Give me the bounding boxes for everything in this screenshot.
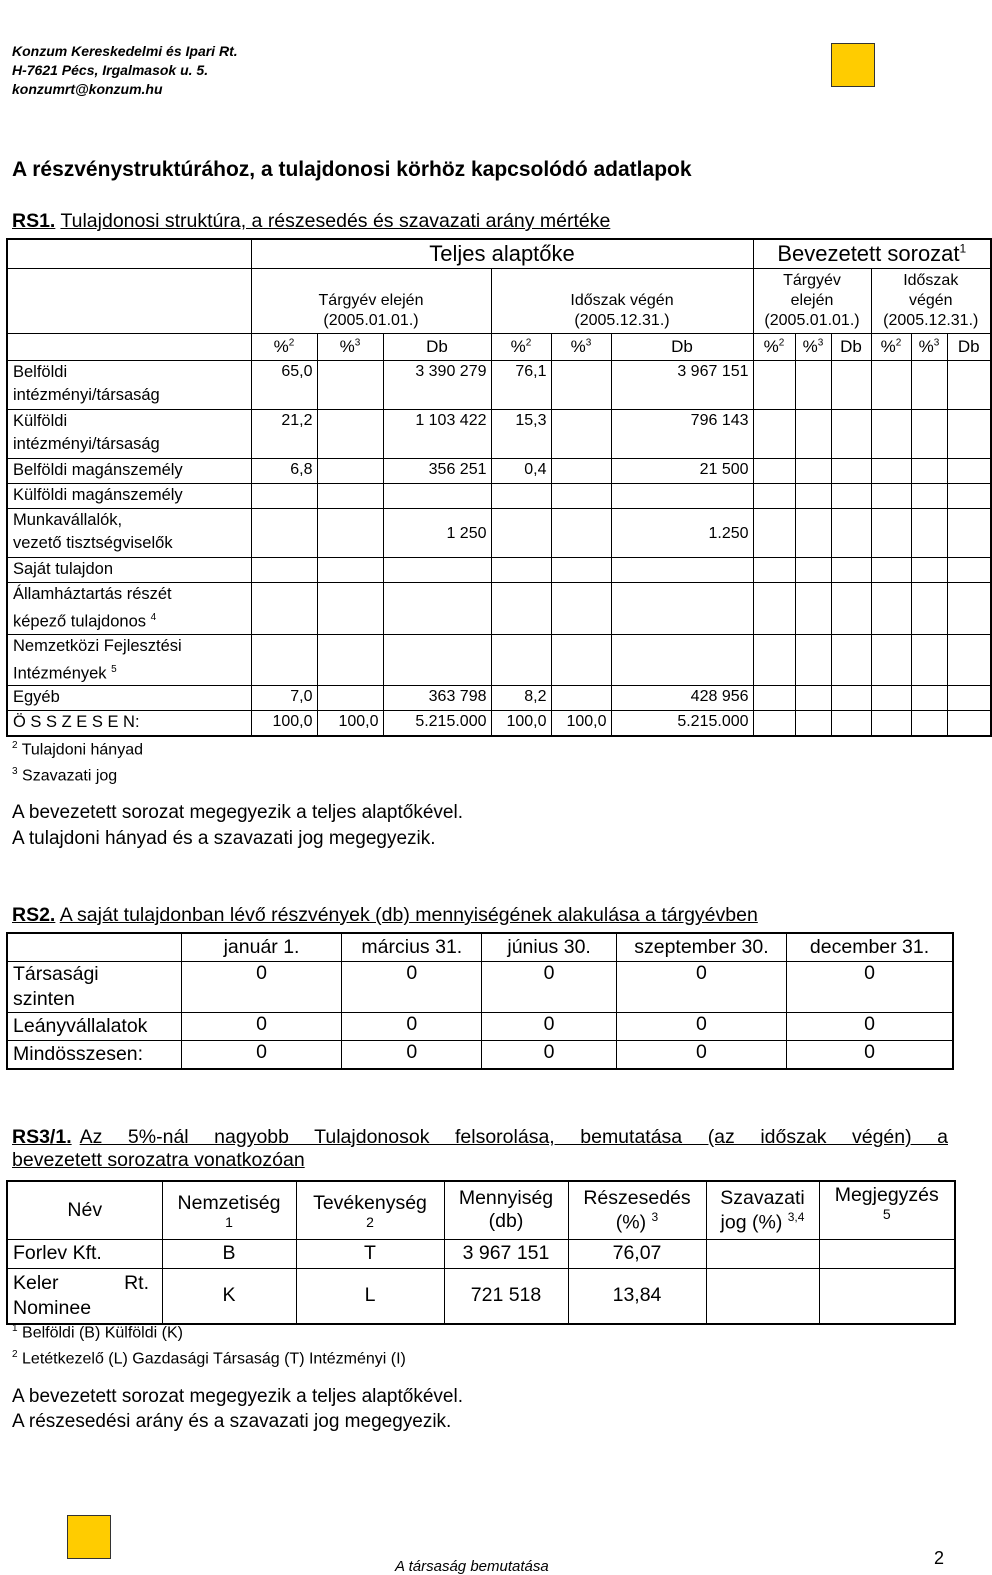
cell-intro-empty bbox=[831, 509, 871, 558]
col-header: december 31. bbox=[787, 933, 953, 962]
cell-d1: 356 251 bbox=[383, 459, 491, 484]
cell-intro-empty bbox=[947, 711, 991, 737]
footnote-1: $^1$ Belföldi (B) Külföldi (K) bbox=[12, 1323, 183, 1342]
cell-d2: 3 967 151 bbox=[611, 361, 753, 410]
cell-v1: 100,0 bbox=[317, 711, 383, 737]
cell-intro-empty bbox=[795, 484, 831, 509]
cell-intro-empty bbox=[911, 711, 947, 737]
cell-v2 bbox=[551, 583, 611, 635]
footnote-2: $^2$ Letétkezelő (L) Gazdasági Társaság (T) Intézményi (I) bbox=[12, 1349, 406, 1368]
row-label: Külföldi magánszemély bbox=[7, 484, 251, 509]
cell-intro-empty bbox=[871, 686, 911, 711]
col-header: szeptember 30. bbox=[616, 933, 786, 962]
cell-intro-empty bbox=[795, 634, 831, 686]
cell-intro-empty bbox=[871, 711, 911, 737]
value-cell: 0 bbox=[181, 962, 341, 1013]
row-label: Mindösszesen: bbox=[7, 1041, 181, 1070]
row-label: Saját tulajdon bbox=[7, 558, 251, 583]
cell-share: 13,84 bbox=[568, 1268, 706, 1324]
rs1-code: RS1. bbox=[12, 210, 56, 232]
cell-v2 bbox=[551, 484, 611, 509]
cell-intro-empty bbox=[753, 459, 795, 484]
cell-intro-empty bbox=[947, 410, 991, 459]
rs2-code: RS2. bbox=[12, 904, 56, 926]
cell-vote bbox=[706, 1268, 819, 1324]
cell-intro-empty bbox=[947, 686, 991, 711]
company-address: H-7621 Pécs, Irgalmasok u. 5. bbox=[12, 62, 209, 78]
cell-v2 bbox=[551, 509, 611, 558]
cell-v2 bbox=[551, 410, 611, 459]
rs3-note-2: A részesedési arány és a szavazati jog megegyezik. bbox=[12, 1411, 452, 1432]
cell-intro-empty bbox=[947, 509, 991, 558]
rs2-heading bbox=[12, 904, 758, 927]
cell-v2 bbox=[551, 686, 611, 711]
ownership-row bbox=[7, 686, 991, 711]
cell-intro-empty bbox=[831, 361, 871, 410]
cell-intro-empty bbox=[871, 583, 911, 635]
rs1-footnotes bbox=[12, 735, 143, 788]
own-shares-row bbox=[7, 1013, 953, 1041]
cell-intro-empty bbox=[871, 484, 911, 509]
major-shareholders-table bbox=[6, 1180, 956, 1325]
ownership-row bbox=[7, 509, 991, 558]
value-cell: 0 bbox=[616, 1041, 786, 1070]
ownership-row bbox=[7, 410, 991, 459]
row-label: Társasági szinten bbox=[7, 962, 181, 1013]
value-cell: 0 bbox=[616, 1013, 786, 1041]
cell-intro-empty bbox=[795, 361, 831, 410]
value-cell: 0 bbox=[181, 1041, 341, 1070]
cell-intro-empty bbox=[871, 634, 911, 686]
intro-period-end-header: Időszak végén (2005.12.31.) bbox=[871, 269, 991, 334]
cell-nat: K bbox=[162, 1268, 296, 1324]
rs1-note-2: A tulajdoni hányad és a szavazati jog megegyezik. bbox=[12, 828, 436, 849]
cell-d2 bbox=[611, 558, 753, 583]
cell-intro-empty bbox=[871, 459, 911, 484]
header-quantity: Mennyiség (db) bbox=[444, 1181, 568, 1239]
cell-qty: 3 967 151 bbox=[444, 1239, 568, 1268]
cell-intro-empty bbox=[911, 634, 947, 686]
cell-v2: 100,0 bbox=[551, 711, 611, 737]
company-email[interactable]: konzumrt@konzum.hu bbox=[12, 81, 163, 97]
row-label: Államháztartás részét képező tulajdonos $^4$ bbox=[7, 583, 251, 635]
cell-intro-empty bbox=[947, 558, 991, 583]
cell-intro-empty bbox=[753, 484, 795, 509]
rs3-header-row bbox=[7, 1181, 955, 1239]
cell-intro-empty bbox=[871, 509, 911, 558]
cell-intro-empty bbox=[831, 459, 871, 484]
pct-vote-header: %$^3$ bbox=[911, 334, 947, 361]
footnote-2: $^2$ Tulajdoni hányad bbox=[12, 740, 143, 759]
cell-p2 bbox=[491, 484, 551, 509]
group-full-capital: Teljes alaptőke bbox=[251, 239, 753, 269]
rs1-heading bbox=[12, 210, 610, 233]
cell-v2 bbox=[551, 634, 611, 686]
cell-d1 bbox=[383, 558, 491, 583]
cell-p1 bbox=[251, 558, 317, 583]
cell-d2 bbox=[611, 634, 753, 686]
cell-intro-empty bbox=[753, 711, 795, 737]
header-nationality: Nemzetiség 1 bbox=[162, 1181, 296, 1239]
cell-intro-empty bbox=[795, 459, 831, 484]
cell-v2 bbox=[551, 361, 611, 410]
pct-vote-header: %$^3$ bbox=[795, 334, 831, 361]
cell-d1: 1 250 bbox=[383, 509, 491, 558]
cell-v1 bbox=[317, 583, 383, 635]
cell-intro-empty bbox=[911, 410, 947, 459]
ownership-structure-table bbox=[6, 238, 992, 737]
cell-p1 bbox=[251, 583, 317, 635]
header-remark: Megjegyzés 5 bbox=[819, 1181, 955, 1239]
cell-act: T bbox=[296, 1239, 444, 1268]
cell-d2 bbox=[611, 484, 753, 509]
pct-ownership-header: %$^2$ bbox=[753, 334, 795, 361]
cell-intro-empty bbox=[831, 634, 871, 686]
group-introduced-series: Bevezetett sorozat$^1$ bbox=[753, 239, 991, 269]
intro-period-start-header: Tárgyév elején (2005.01.01.) bbox=[753, 269, 871, 334]
header-share: Részesedés (%) $^3$ bbox=[568, 1181, 706, 1239]
period-end-header: Időszak végén (2005.12.31.) bbox=[491, 269, 753, 334]
cell-remark bbox=[819, 1268, 955, 1324]
rs3-code: RS3/1. bbox=[12, 1126, 72, 1148]
rs1-unit-header-row bbox=[7, 334, 991, 361]
footer-logo-square-icon bbox=[67, 1515, 111, 1559]
rs1-group-header-row bbox=[7, 239, 991, 269]
cell-d2: 1.250 bbox=[611, 509, 753, 558]
cell-intro-empty bbox=[831, 711, 871, 737]
cell-intro-empty bbox=[753, 686, 795, 711]
pct-ownership-header: %$^2$ bbox=[491, 334, 551, 361]
company-header bbox=[12, 42, 238, 99]
cell-p2 bbox=[491, 583, 551, 635]
header-activity: Tevékenység 2 bbox=[296, 1181, 444, 1239]
cell-intro-empty bbox=[831, 583, 871, 635]
footnote-3: $^3$ Szavazati jog bbox=[12, 766, 118, 785]
rs1-period-header-row bbox=[7, 269, 991, 334]
cell-d1 bbox=[383, 583, 491, 635]
row-label: Belföldi magánszemély bbox=[7, 459, 251, 484]
cell-d2: 428 956 bbox=[611, 686, 753, 711]
cell-v1 bbox=[317, 558, 383, 583]
ownership-row bbox=[7, 583, 991, 635]
cell-intro-empty bbox=[947, 634, 991, 686]
cell-intro-empty bbox=[947, 361, 991, 410]
ownership-row bbox=[7, 361, 991, 410]
cell-vote bbox=[706, 1239, 819, 1268]
cell-intro-empty bbox=[871, 361, 911, 410]
value-cell: 0 bbox=[616, 962, 786, 1013]
rs1-title: Tulajdonosi struktúra, a részesedés és szavazati arány mértéke bbox=[60, 210, 611, 232]
rs3-note-1: A bevezetett sorozat megegyezik a teljes alaptőkével. bbox=[12, 1386, 463, 1407]
cell-intro-empty bbox=[831, 558, 871, 583]
cell-v1 bbox=[317, 484, 383, 509]
cell-intro-empty bbox=[947, 459, 991, 484]
cell-share: 76,07 bbox=[568, 1239, 706, 1268]
cell-intro-empty bbox=[795, 583, 831, 635]
cell-intro-empty bbox=[831, 410, 871, 459]
rs3-footnotes bbox=[12, 1318, 406, 1371]
shareholder-row bbox=[7, 1268, 955, 1324]
cell-p2: 76,1 bbox=[491, 361, 551, 410]
cell-d2: 21 500 bbox=[611, 459, 753, 484]
cell-d1 bbox=[383, 484, 491, 509]
cell-p2 bbox=[491, 509, 551, 558]
cell-intro-empty bbox=[753, 583, 795, 635]
col-header: június 30. bbox=[482, 933, 616, 962]
cell-p2: 8,2 bbox=[491, 686, 551, 711]
cell-intro-empty bbox=[911, 459, 947, 484]
header-name: Név bbox=[7, 1181, 162, 1239]
cell-remark bbox=[819, 1239, 955, 1268]
cell-p1: 7,0 bbox=[251, 686, 317, 711]
row-label: Nemzetközi Fejlesztési Intézmények $^5$ bbox=[7, 634, 251, 686]
period-start-header: Tárgyév elején (2005.01.01.) bbox=[251, 269, 491, 334]
cell-v2 bbox=[551, 459, 611, 484]
row-label: Munkavállalók, vezető tisztségviselők bbox=[7, 509, 251, 558]
value-cell: 0 bbox=[787, 1041, 953, 1070]
rs3-title-line1: Az 5%-nál nagyobb Tulajdonosok felsorolása, bemutatása (az időszak végén) a bbox=[79, 1126, 948, 1148]
page-number: 2 bbox=[934, 1548, 945, 1568]
cell-intro-empty bbox=[947, 583, 991, 635]
db-header: Db bbox=[383, 334, 491, 361]
cell-intro-empty bbox=[831, 686, 871, 711]
row-label: Ö S S Z E S E N: bbox=[7, 711, 251, 737]
cell-intro-empty bbox=[911, 558, 947, 583]
cell-intro-empty bbox=[911, 361, 947, 410]
cell-intro-empty bbox=[795, 558, 831, 583]
cell-intro-empty bbox=[871, 410, 911, 459]
value-cell: 0 bbox=[342, 962, 482, 1013]
rs2-header-row bbox=[7, 933, 953, 962]
cell-intro-empty bbox=[911, 583, 947, 635]
cell-d1: 5.215.000 bbox=[383, 711, 491, 737]
own-shares-table bbox=[6, 932, 954, 1070]
ownership-row bbox=[7, 634, 991, 686]
cell-p1 bbox=[251, 484, 317, 509]
logo-square-icon bbox=[831, 43, 875, 87]
cell-p2: 100,0 bbox=[491, 711, 551, 737]
cell-p2 bbox=[491, 634, 551, 686]
cell-intro-empty bbox=[753, 361, 795, 410]
db-header: Db bbox=[831, 334, 871, 361]
cell-intro-empty bbox=[795, 410, 831, 459]
company-name: Konzum Kereskedelmi és Ipari Rt. bbox=[12, 43, 238, 59]
ownership-row bbox=[7, 558, 991, 583]
header-vote: Szavazati jog (%) $^{3,4}$ bbox=[706, 1181, 819, 1239]
cell-p2: 15,3 bbox=[491, 410, 551, 459]
cell-p1: 65,0 bbox=[251, 361, 317, 410]
col-header: március 31. bbox=[342, 933, 482, 962]
cell-d1: 1 103 422 bbox=[383, 410, 491, 459]
cell-p1: 21,2 bbox=[251, 410, 317, 459]
own-shares-row bbox=[7, 1041, 953, 1070]
row-label: Egyéb bbox=[7, 686, 251, 711]
shareholder-row bbox=[7, 1239, 955, 1268]
cell-v1 bbox=[317, 634, 383, 686]
cell-p1 bbox=[251, 634, 317, 686]
rs3-title-line2: bevezetett sorozatra vonatkozóan bbox=[12, 1149, 305, 1171]
ownership-row bbox=[7, 711, 991, 737]
cell-v1 bbox=[317, 509, 383, 558]
cell-d2: 796 143 bbox=[611, 410, 753, 459]
row-label: Leányvállalatok bbox=[7, 1013, 181, 1041]
value-cell: 0 bbox=[787, 962, 953, 1013]
page-title: A részvénystruktúrához, a tulajdonosi körhöz kapcsolódó adatlapok bbox=[12, 158, 692, 181]
cell-intro-empty bbox=[795, 509, 831, 558]
row-label: Belföldi intézményi/társaság bbox=[7, 361, 251, 410]
col-header: január 1. bbox=[181, 933, 341, 962]
value-cell: 0 bbox=[342, 1041, 482, 1070]
cell-intro-empty bbox=[753, 410, 795, 459]
pct-ownership-header: %$^2$ bbox=[871, 334, 911, 361]
cell-intro-empty bbox=[795, 686, 831, 711]
cell-v1 bbox=[317, 361, 383, 410]
own-shares-row bbox=[7, 962, 953, 1013]
cell-qty: 721 518 bbox=[444, 1268, 568, 1324]
pct-vote-header: %$^3$ bbox=[551, 334, 611, 361]
cell-intro-empty bbox=[911, 686, 947, 711]
value-cell: 0 bbox=[482, 1013, 616, 1041]
value-cell: 0 bbox=[181, 1013, 341, 1041]
cell-intro-empty bbox=[911, 509, 947, 558]
cell-intro-empty bbox=[795, 711, 831, 737]
cell-p1 bbox=[251, 509, 317, 558]
cell-v1 bbox=[317, 410, 383, 459]
db-header: Db bbox=[947, 334, 991, 361]
value-cell: 0 bbox=[482, 1041, 616, 1070]
cell-intro-empty bbox=[831, 484, 871, 509]
cell-p1: 100,0 bbox=[251, 711, 317, 737]
cell-d2: 5.215.000 bbox=[611, 711, 753, 737]
cell-d1: 363 798 bbox=[383, 686, 491, 711]
cell-d1: 3 390 279 bbox=[383, 361, 491, 410]
cell-p2 bbox=[491, 558, 551, 583]
cell-intro-empty bbox=[871, 558, 911, 583]
cell-p1: 6,8 bbox=[251, 459, 317, 484]
ownership-row bbox=[7, 484, 991, 509]
value-cell: 0 bbox=[342, 1013, 482, 1041]
rs3-heading bbox=[12, 1126, 948, 1172]
cell-intro-empty bbox=[911, 484, 947, 509]
cell-act: L bbox=[296, 1268, 444, 1324]
db-header: Db bbox=[611, 334, 753, 361]
value-cell: 0 bbox=[787, 1013, 953, 1041]
rs1-note-1: A bevezetett sorozat megegyezik a teljes alaptőkével. bbox=[12, 802, 463, 823]
pct-ownership-header: %$^2$ bbox=[251, 334, 317, 361]
ownership-row bbox=[7, 459, 991, 484]
value-cell: 0 bbox=[482, 962, 616, 1013]
cell-intro-empty bbox=[947, 484, 991, 509]
cell-p2: 0,4 bbox=[491, 459, 551, 484]
cell-nat: B bbox=[162, 1239, 296, 1268]
cell-intro-empty bbox=[753, 509, 795, 558]
shareholder-name: Forlev Kft. bbox=[7, 1239, 162, 1268]
shareholder-name: Keler Rt. Nominee bbox=[7, 1268, 162, 1324]
cell-d2 bbox=[611, 583, 753, 635]
cell-v1 bbox=[317, 459, 383, 484]
cell-v2 bbox=[551, 558, 611, 583]
cell-d1 bbox=[383, 634, 491, 686]
pct-vote-header: %$^3$ bbox=[317, 334, 383, 361]
rs2-title: A saját tulajdonban lévő részvények (db) mennyiségének alakulása a tárgyévben bbox=[59, 904, 758, 926]
footer-text: A társaság bemutatása bbox=[395, 1558, 549, 1575]
cell-intro-empty bbox=[753, 634, 795, 686]
cell-intro-empty bbox=[753, 558, 795, 583]
row-label: Külföldi intézményi/társaság bbox=[7, 410, 251, 459]
cell-v1 bbox=[317, 686, 383, 711]
